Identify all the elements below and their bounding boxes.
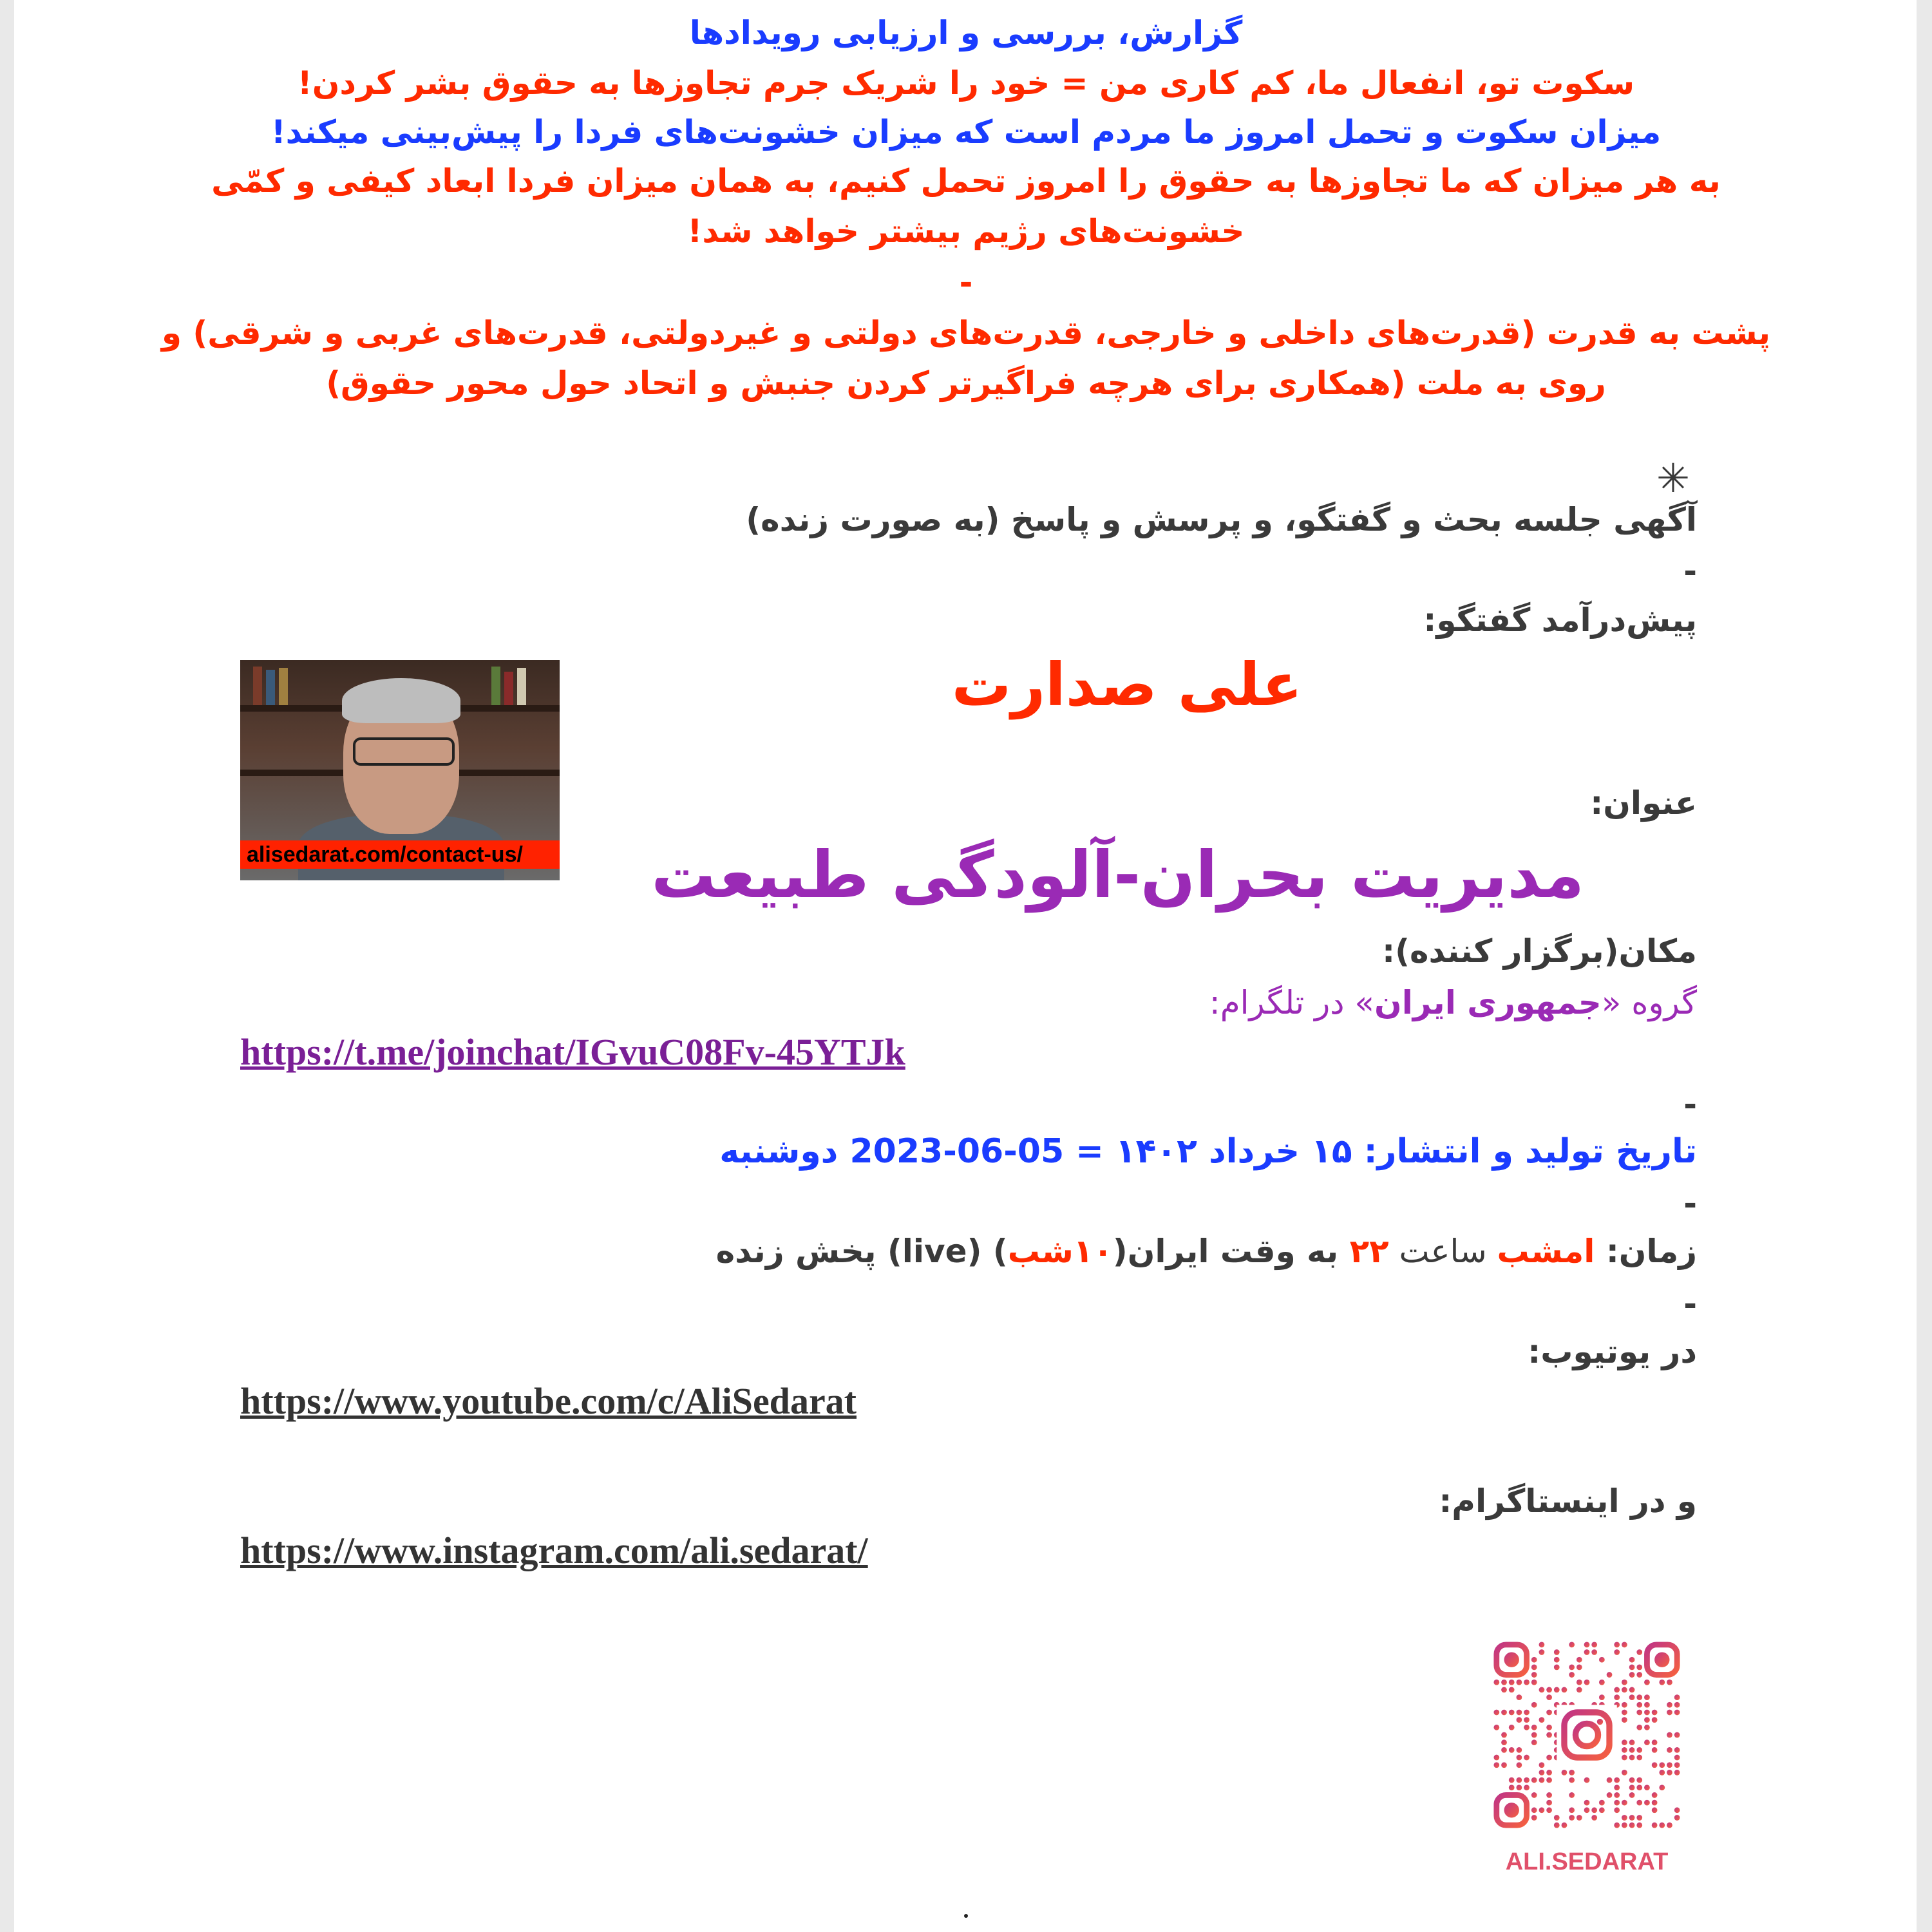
qr-module (1539, 1687, 1545, 1693)
qr-module (1509, 1777, 1515, 1783)
qr-module (1629, 1747, 1635, 1753)
qr-module (1584, 1807, 1590, 1813)
qr-module (1539, 1777, 1545, 1783)
instagram-label: و در اینستاگرام: (1439, 1482, 1697, 1520)
qr-module (1629, 1785, 1635, 1790)
qr-module (1517, 1777, 1522, 1783)
dash-2: - (1683, 1086, 1697, 1123)
qr-module (1546, 1770, 1552, 1776)
qr-module (1584, 1642, 1590, 1647)
time-hour: ۲۲ (1349, 1233, 1389, 1270)
qr-module (1636, 1672, 1642, 1678)
qr-module (1607, 1792, 1613, 1798)
qr-module (1509, 1725, 1515, 1730)
qr-module (1636, 1800, 1642, 1806)
qr-module (1614, 1777, 1620, 1783)
qr-module (1652, 1739, 1658, 1745)
time-line (716, 1233, 1697, 1270)
qr-module (1524, 1785, 1530, 1790)
qr-module (1599, 1680, 1605, 1685)
qr-module (1493, 1762, 1499, 1768)
qr-module (1501, 1687, 1507, 1693)
youtube-link[interactable]: https://www.youtube.com/c/AliSedarat (240, 1380, 857, 1422)
qr-module (1539, 1807, 1545, 1813)
time-tonight: امشب (1497, 1233, 1595, 1270)
time-rest: ) (live) پخش زنده (715, 1233, 1008, 1270)
qr-module (1554, 1665, 1560, 1671)
qr-module (1659, 1762, 1665, 1768)
qr-module (1524, 1710, 1530, 1716)
qr-module (1554, 1815, 1560, 1821)
qr-module (1517, 1762, 1522, 1768)
qr-module (1614, 1792, 1620, 1798)
header-line-2: سکوت تو، انفعال ما، کم کاری من = خود را شریک جرم تجاوزها به حقوق بشر کردن! (297, 64, 1635, 102)
qr-module (1607, 1777, 1613, 1783)
qr-module (1644, 1785, 1650, 1790)
qr-module (1659, 1770, 1665, 1776)
qr-module (1674, 1815, 1680, 1821)
qr-module (1636, 1823, 1642, 1828)
qr-module (1546, 1732, 1552, 1738)
qr-module (1524, 1680, 1530, 1685)
qr-module (1667, 1732, 1672, 1738)
qr-module (1554, 1823, 1560, 1828)
qr-module (1644, 1725, 1650, 1730)
qr-module (1636, 1755, 1642, 1761)
qr-module (1667, 1762, 1672, 1768)
qr-module (1539, 1762, 1545, 1768)
qr-module (1636, 1785, 1642, 1790)
qr-module (1546, 1694, 1552, 1700)
qr-label: ALI.SEDARAT (1505, 1848, 1669, 1875)
qr-module (1554, 1657, 1560, 1663)
qr-module (1652, 1792, 1658, 1798)
qr-module (1652, 1710, 1658, 1716)
qr-module (1636, 1725, 1642, 1730)
qr-module (1614, 1642, 1620, 1647)
qr-module (1674, 1710, 1680, 1716)
qr-module (1517, 1710, 1522, 1716)
qr-module (1614, 1800, 1620, 1806)
qr-module (1524, 1777, 1530, 1783)
qr-module (1629, 1694, 1635, 1700)
qr-module (1546, 1687, 1552, 1693)
qr-module (1652, 1800, 1658, 1806)
qr-module (1629, 1665, 1635, 1671)
header-line-4a: به هر میزان که ما تجاوزها به حقوق را امروز تحمل کنیم، به همان میزان فردا ابعاد کیفی و کمّی (211, 162, 1721, 200)
qr-module (1629, 1739, 1635, 1745)
group-suffix: » در تلگرام: (1209, 984, 1375, 1021)
speaker-photo (240, 660, 560, 880)
qr-module (1629, 1687, 1635, 1693)
qr-module (1562, 1687, 1567, 1693)
qr-module (1509, 1687, 1515, 1693)
qr-module (1622, 1717, 1627, 1723)
qr-module (1546, 1792, 1552, 1798)
qr-module (1591, 1642, 1597, 1647)
qr-module (1636, 1702, 1642, 1708)
qr-module (1622, 1755, 1627, 1761)
qr-module (1667, 1710, 1672, 1716)
qr-module (1546, 1710, 1552, 1716)
time-tz: به وقت ایران( (1112, 1233, 1350, 1270)
qr-module (1509, 1680, 1515, 1685)
qr-module (1644, 1694, 1650, 1700)
qr-module (1644, 1680, 1650, 1685)
header-dash: - (959, 264, 973, 301)
qr-module (1546, 1755, 1552, 1761)
qr-module (1622, 1739, 1627, 1745)
qr-module (1644, 1739, 1650, 1745)
qr-module (1546, 1807, 1552, 1813)
header-line-4b: خشونت‌های رژیم بیشتر خواهد شد! (687, 213, 1245, 250)
qr-module (1509, 1785, 1515, 1790)
qr-module (1622, 1823, 1627, 1828)
qr-module (1622, 1747, 1627, 1753)
qr-module (1674, 1747, 1680, 1753)
qr-module (1493, 1725, 1499, 1730)
telegram-link[interactable]: https://t.me/joinchat/IGvuC08Fv-45YTJk (240, 1031, 905, 1073)
page-dot (964, 1914, 968, 1918)
time-label: زمان: (1595, 1233, 1697, 1270)
announcement-text: آگهی جلسه بحث و گفتگو، و پرسش و پاسخ (به صورت زنده) (746, 501, 1697, 538)
qr-module (1674, 1732, 1680, 1738)
qr-module (1569, 1642, 1575, 1647)
qr-module (1636, 1665, 1642, 1671)
header-line-3: میزان سکوت و تحمل امروز ما مردم است که میزان خشونت‌های فردا را پیش‌بینی میکند! (270, 113, 1662, 151)
qr-module (1531, 1702, 1537, 1708)
qr-module (1622, 1710, 1627, 1716)
qr-module (1607, 1672, 1613, 1678)
qr-module (1674, 1770, 1680, 1776)
qr-module (1614, 1687, 1620, 1693)
qr-module (1674, 1762, 1680, 1768)
qr-module (1546, 1777, 1552, 1783)
qr-module (1517, 1680, 1522, 1685)
qr-module (1562, 1823, 1567, 1828)
qr-module (1517, 1717, 1522, 1723)
qr-module (1622, 1815, 1627, 1821)
qr-module (1636, 1777, 1642, 1783)
qr-module (1636, 1710, 1642, 1716)
qr-module (1539, 1717, 1545, 1723)
qr-module (1599, 1694, 1605, 1700)
qr-module (1599, 1657, 1605, 1663)
qr-module (1614, 1823, 1620, 1828)
qr-module (1659, 1823, 1665, 1828)
qr-module (1622, 1680, 1627, 1685)
qr-module (1517, 1747, 1522, 1753)
qr-module (1584, 1649, 1590, 1655)
qr-module (1614, 1694, 1620, 1700)
asterisk-icon: ✳ (1656, 455, 1690, 502)
qr-module (1674, 1807, 1680, 1813)
instagram-link[interactable]: https://www.instagram.com/ali.sedarat/ (240, 1530, 868, 1571)
qr-module (1501, 1739, 1507, 1745)
qr-module (1546, 1800, 1552, 1806)
qr-module (1636, 1815, 1642, 1821)
qr-module (1501, 1732, 1507, 1738)
qr-module (1614, 1649, 1620, 1655)
qr-module (1584, 1800, 1590, 1806)
qr-module (1546, 1725, 1552, 1730)
qr-module (1562, 1770, 1567, 1776)
qr-module (1509, 1747, 1515, 1753)
qr-module (1591, 1815, 1597, 1821)
qr-module (1614, 1785, 1620, 1790)
qr-module (1591, 1649, 1597, 1655)
qr-module (1577, 1657, 1582, 1663)
qr-module (1674, 1755, 1680, 1761)
event-title: مدیریت بحران-آلودگی طبیعت (651, 837, 1584, 913)
time-hour-word: ساعت (1388, 1233, 1497, 1270)
header-line-1: گزارش، بررسی و ارزیابی رویدادها (689, 14, 1243, 52)
qr-module (1622, 1770, 1627, 1776)
qr-module (1501, 1710, 1507, 1716)
group-name: جمهوری ایران (1374, 984, 1602, 1021)
qr-module (1531, 1815, 1537, 1821)
qr-module (1569, 1770, 1575, 1776)
qr-module (1599, 1807, 1605, 1813)
qr-module (1524, 1755, 1530, 1761)
qr-module (1577, 1680, 1582, 1685)
qr-module (1569, 1792, 1575, 1798)
qr-module (1674, 1694, 1680, 1700)
qr-module (1569, 1665, 1575, 1671)
date-line: تاریخ تولید و انتشار: ۱۵ خرداد ۱۴۰۲ = 05-06-2023 دوشنبه (719, 1132, 1697, 1171)
qr-module (1584, 1777, 1590, 1783)
qr-module (1667, 1823, 1672, 1828)
qr-module (1667, 1680, 1672, 1685)
qr-module (1569, 1777, 1575, 1783)
place-label: مکان(برگزار کننده): (1382, 933, 1697, 970)
qr-module (1569, 1815, 1575, 1821)
qr-module (1629, 1792, 1635, 1798)
qr-module (1539, 1642, 1545, 1647)
qr-module (1629, 1657, 1635, 1663)
title-label: عنوان: (1590, 784, 1697, 822)
qr-module (1524, 1717, 1530, 1723)
qr-module (1667, 1770, 1672, 1776)
qr-module (1659, 1785, 1665, 1790)
qr-module (1644, 1710, 1650, 1716)
qr-module (1531, 1680, 1537, 1685)
qr-module (1531, 1725, 1537, 1730)
group-prefix: گروه « (1601, 984, 1697, 1021)
qr-module (1614, 1807, 1620, 1813)
qr-module (1554, 1649, 1560, 1655)
qr-module (1652, 1762, 1658, 1768)
qr-module (1659, 1680, 1665, 1685)
qr-module (1644, 1702, 1650, 1708)
qr-module (1652, 1747, 1658, 1753)
qr-module (1652, 1717, 1658, 1723)
qr-module (1667, 1702, 1672, 1708)
qr-module (1493, 1755, 1499, 1761)
qr-module (1501, 1762, 1507, 1768)
qr-module (1622, 1642, 1627, 1647)
qr-module (1636, 1694, 1642, 1700)
qr-module (1531, 1739, 1537, 1745)
group-line (1209, 984, 1697, 1021)
qr-module (1493, 1710, 1499, 1716)
qr-module (1636, 1649, 1642, 1655)
qr-module (1652, 1823, 1658, 1828)
qr-module (1629, 1672, 1635, 1678)
qr-module (1531, 1657, 1537, 1663)
intro-label: پیش‌درآمد گفتگو: (1423, 601, 1697, 639)
qr-module (1539, 1770, 1545, 1776)
qr-module (1577, 1815, 1582, 1821)
qr-module (1674, 1702, 1680, 1708)
qr-module (1652, 1807, 1658, 1813)
qr-module (1622, 1702, 1627, 1708)
qr-module (1629, 1755, 1635, 1761)
qr-module (1501, 1747, 1507, 1753)
qr-module (1517, 1785, 1522, 1790)
qr-module (1636, 1747, 1642, 1753)
qr-module (1622, 1687, 1627, 1693)
dash-4: - (1683, 1285, 1697, 1323)
dash-3: - (1683, 1185, 1697, 1222)
qr-module (1644, 1717, 1650, 1723)
qr-module (1517, 1755, 1522, 1761)
qr-module (1667, 1747, 1672, 1753)
dash-1: - (1683, 553, 1697, 590)
qr-module (1569, 1807, 1575, 1813)
time-night: ۱۰شب (1007, 1233, 1113, 1270)
qr-module (1577, 1687, 1582, 1693)
qr-module (1531, 1732, 1537, 1738)
qr-module (1569, 1672, 1575, 1678)
qr-module (1531, 1792, 1537, 1798)
qr-module (1531, 1672, 1537, 1678)
youtube-label: در یوتیوب: (1528, 1333, 1697, 1370)
qr-module (1517, 1694, 1522, 1700)
header-line-5a: پشت به قدرت (قدرت‌های داخلی و خارجی، قدرت‌های دولتی و غیردولتی، قدرت‌های غربی و شرقی) و (161, 314, 1771, 352)
header-line-5b: روی به ملت (همکاری برای هرچه فراگیرتر کردن جنبش و اتحاد حول محور حقوق) (326, 365, 1606, 402)
qr-module (1531, 1665, 1537, 1671)
qr-module (1629, 1777, 1635, 1783)
qr-module (1629, 1823, 1635, 1828)
qr-module (1509, 1710, 1515, 1716)
qr-module (1554, 1687, 1560, 1693)
speaker-name: علی صدارت (951, 650, 1303, 719)
qr-module (1629, 1815, 1635, 1821)
qr-module (1539, 1649, 1545, 1655)
qr-module (1622, 1800, 1627, 1806)
qr-module (1577, 1665, 1582, 1671)
qr-module (1524, 1725, 1530, 1730)
photo-caption: alisedarat.com/contact-us/ (240, 840, 560, 869)
qr-module (1644, 1800, 1650, 1806)
instagram-qr-code[interactable] (1493, 1641, 1681, 1829)
qr-module (1591, 1807, 1597, 1813)
qr-module (1599, 1800, 1605, 1806)
qr-module (1531, 1777, 1537, 1783)
qr-module (1584, 1680, 1590, 1685)
qr-module (1531, 1807, 1537, 1813)
qr-module (1501, 1680, 1507, 1685)
qr-module (1493, 1680, 1499, 1685)
